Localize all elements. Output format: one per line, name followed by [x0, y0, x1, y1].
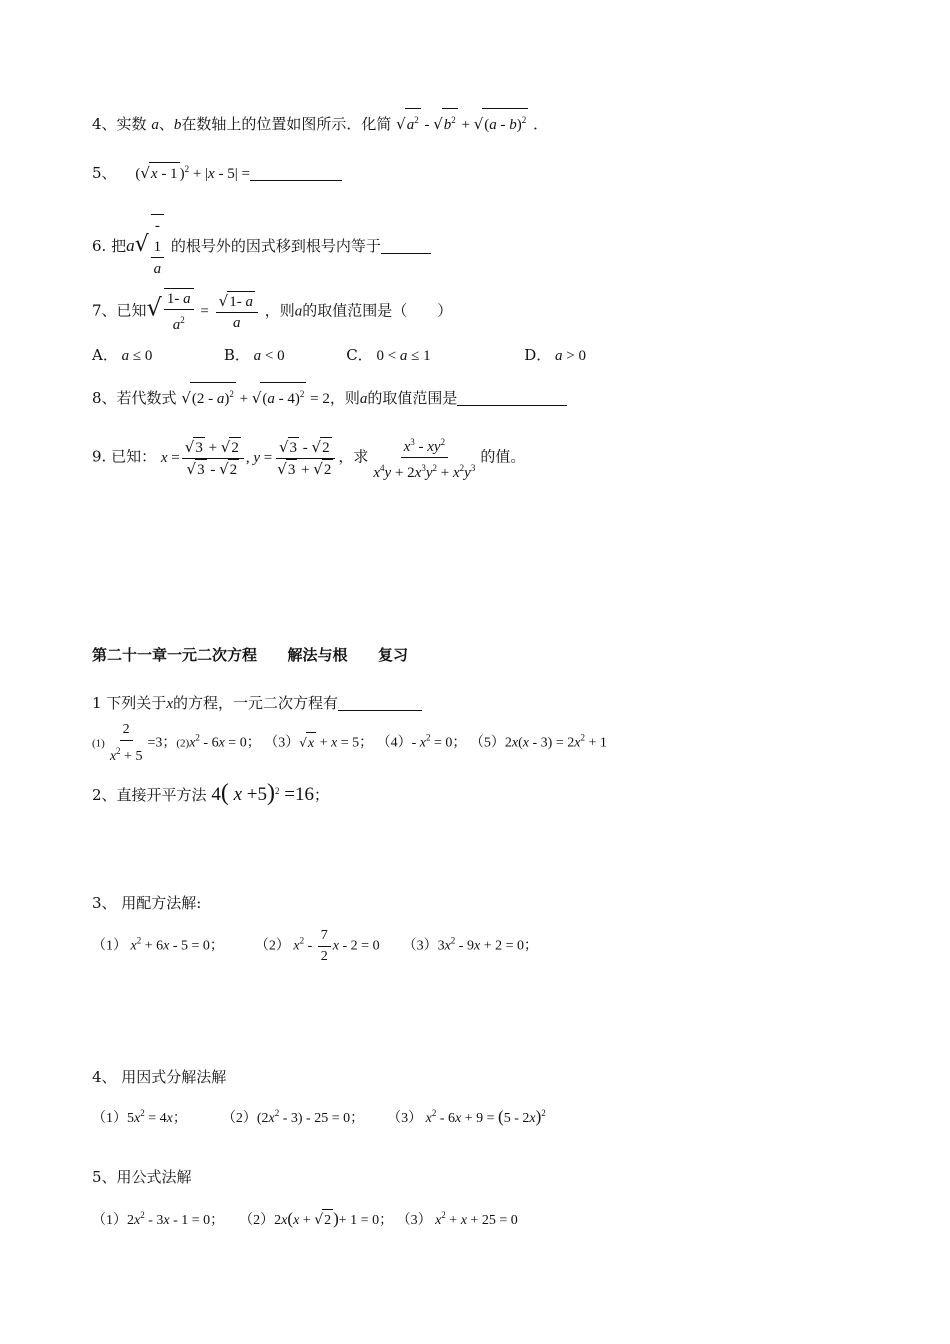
p2-label: 2、直接开平方法	[92, 786, 207, 804]
option-b[interactable]: B． a < 0	[223, 346, 285, 364]
var-b: b	[173, 117, 182, 133]
q7-options	[92, 344, 586, 367]
question-9	[92, 432, 525, 483]
p4-label: 4、 用因式分解法解	[92, 1068, 227, 1086]
option-a[interactable]: A． a ≤ 0	[92, 346, 153, 364]
q4-expr: $√a^2 - √b^2 + √(a - b)^2$	[396, 117, 528, 133]
q8-text1: ，则	[329, 389, 360, 407]
p5-label: 5、用公式法解	[92, 1168, 192, 1186]
answer-blank[interactable]	[457, 391, 567, 406]
problem-5	[92, 1166, 192, 1188]
q9-text1: ，求	[338, 447, 369, 466]
p3-items: （1） $x^2 + 6x - 5 = 0$； （2） $x^2$ - $\frac{7}{2}$ x - 2 = 0 $(3)3x^2 - 9x + 2 = 0$；	[92, 928, 538, 964]
question-4	[92, 108, 548, 136]
answer-blank[interactable]	[250, 166, 342, 181]
section-heading	[92, 644, 408, 666]
p1-items: (1) $\frac{2}{x^2 + 5}$ =3；$(2)x^2 - 6x = 0$； （3）√x + x = 5； （4）- $x^2 = 0$； $(5)2x(x - 3) = 2x^2 + 1$	[92, 722, 607, 764]
question-6: 6. 把a√- 1 a 的根号外的因式移到根号内等于	[92, 214, 431, 280]
section-sub1: 解法与根	[287, 646, 348, 664]
problem-1: 1 下列关于x的方程，一元二次方程有	[92, 692, 422, 715]
problem-3	[92, 892, 201, 914]
question-5	[92, 158, 342, 185]
problem-4	[92, 1066, 226, 1088]
q5-label: 5、	[92, 164, 117, 182]
q5-expr: (√x - 1 )$^2$ + |x - 5| =	[135, 166, 250, 182]
q8-label: 8、若代数式	[92, 389, 177, 407]
q9-expr: x = $\frac{√3 + √2}{√3 - √2}$ , y = $\frac{√3 - √2}{√3 + √2}$	[161, 450, 338, 466]
q4-end: ．	[533, 115, 549, 133]
q7-text2: 的取值范围是（ ）	[302, 301, 453, 320]
p5-items: $(1)2x^2 - 3x - 1 = 0$； （2）2x(x + √2 )+ 1 = 0； （3） $x^2 + x + 25 = 0$	[92, 1204, 518, 1232]
answer-blank[interactable]	[338, 696, 422, 711]
q9-label: 9. 已知：	[92, 447, 157, 466]
q4-prefix: 4、实数	[92, 115, 147, 133]
q8-expr: √(2 - a)$^2$ + √(a - 4)$^2$ = 2	[181, 391, 330, 407]
p3-label: 3、 用配方法解:	[92, 894, 202, 912]
p1-text: 的方程，一元二次方程有	[172, 694, 338, 712]
section-sub2: 复习	[377, 646, 408, 664]
option-c[interactable]: C． 0 < a ≤ 1	[346, 346, 431, 364]
q6-text: 的根号外的因式移到根号内等于	[170, 237, 381, 255]
p4-items: $(1)5x^2 = 4x$； $(2)(2x^2 - 3) - 25 = 0$； （3） $x^2 - 6x + 9 = (5 - 2x)^2$	[92, 1107, 546, 1126]
answer-blank[interactable]	[381, 239, 431, 254]
question-7: 7、已知√ $\frac{1- a}{a^2}$ = $\frac{√1- a}{a}$ ，则a的取值范围是（ ）	[92, 288, 452, 335]
var-a: a	[151, 117, 159, 133]
q4-text: 在数轴上的位置如图所示．化简	[181, 115, 392, 133]
q9-target-frac: $\frac{x^3 - xy^2}{x^4y + 2x^3y^2 + x^2y^3}$	[370, 432, 478, 483]
question-8: 8、若代数式 √(2 - a)$^2$ + √(a - 4)$^2$ = 2，则a的取值范围是	[92, 382, 567, 410]
section-title: 第二十一章一元二次方程	[92, 646, 258, 664]
q4-sep: 、	[158, 115, 174, 133]
q7-frac-right: $\frac{√1- a}{a}$	[216, 291, 258, 333]
q9-text2: 的值。	[480, 447, 526, 466]
p1-label: 1 下列关于	[92, 694, 167, 712]
q6-label: 6. 把	[92, 237, 127, 255]
q6-frac: - 1 a	[151, 214, 165, 280]
q7-label: 7、已知	[92, 301, 147, 320]
option-d[interactable]: D． a > 0	[524, 346, 586, 364]
q8-text2: 的取值范围是	[367, 389, 458, 407]
problem-2: 2、直接开平方法 4( x +5)$^2$ =16；	[92, 780, 329, 806]
q7-frac-left: $\frac{1- a}{a^2}$	[164, 288, 194, 335]
q7-text1: ，则	[264, 301, 295, 320]
